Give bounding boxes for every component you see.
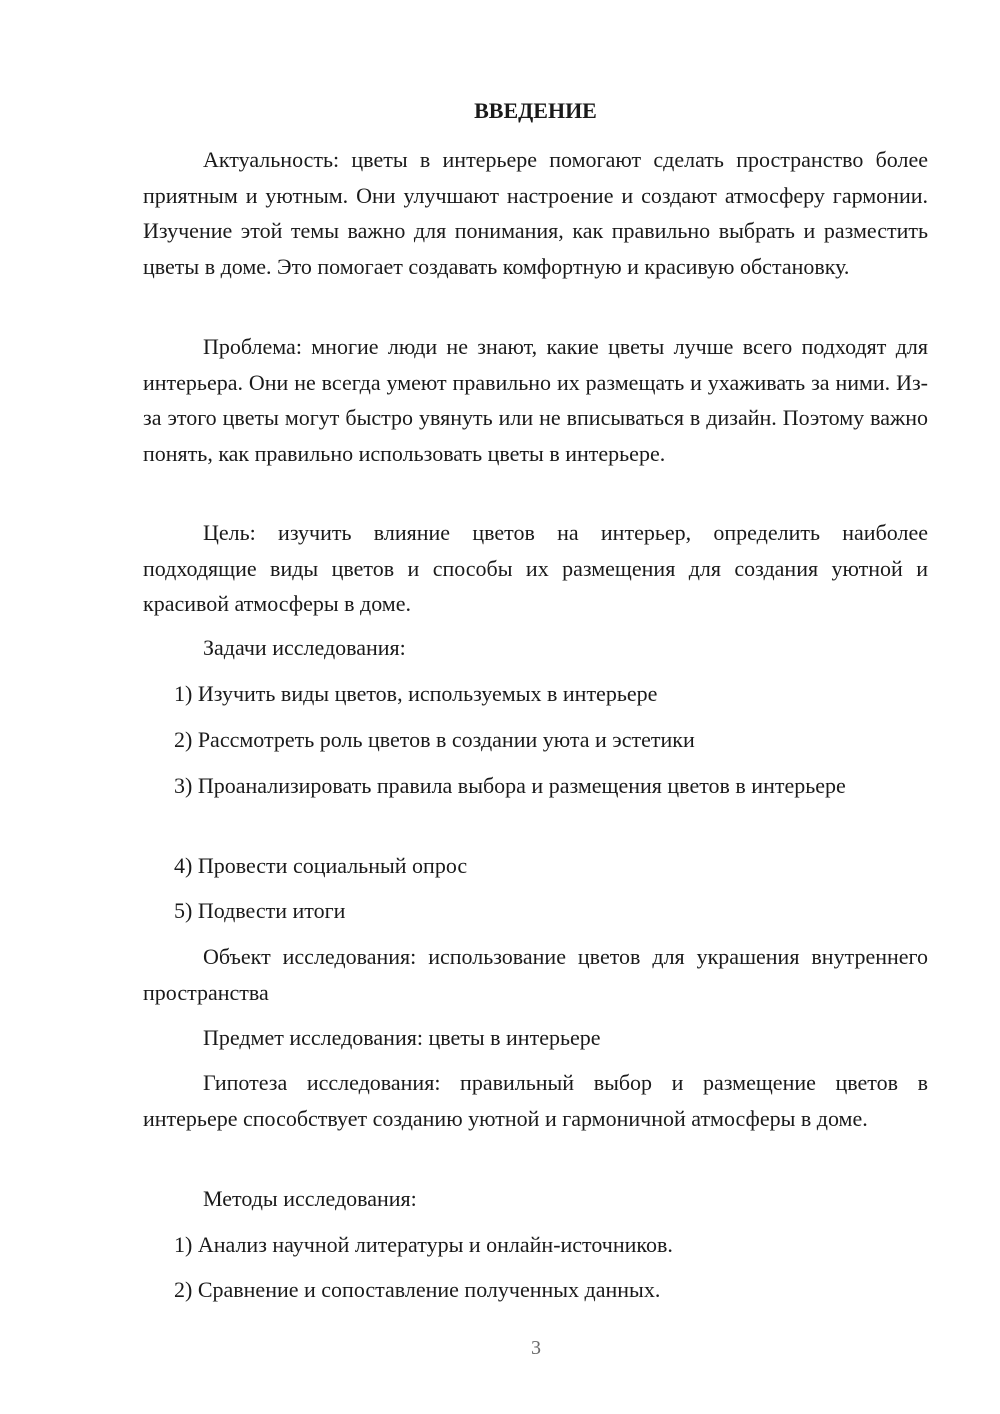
task-item: 1) Изучить виды цветов, используемых в интерьере [174, 681, 658, 706]
task-item: 3) Проанализировать правила выбора и размещения цветов в интерьере [174, 773, 846, 798]
task-item: 4) Провести социальный опрос [174, 853, 468, 878]
methods-heading: Методы исследования: [203, 1186, 417, 1211]
paragraph-hypothesis: Гипотеза исследования: правильный выбор и размещение цветов в интерьере способствует созданию уютной и гармоничной атмосферы в доме. [143, 1070, 928, 1131]
paragraph-object: Объект исследования: использование цветов для украшения внутреннего пространства [143, 944, 928, 1005]
task-item: 5) Подвести итоги [174, 898, 346, 923]
tasks-heading: Задачи исследования: [203, 635, 406, 660]
task-item: 2) Рассмотреть роль цветов в создании уюта и эстетики [174, 727, 695, 752]
page-number: 3 [531, 1337, 541, 1359]
paragraph-subject: Предмет исследования: цветы в интерьере [203, 1025, 601, 1050]
page-title: ВВЕДЕНИЕ [474, 98, 597, 123]
paragraph-goal: Цель: изучить влияние цветов на интерьер, определить наиболее подходящие виды цветов и способы их размещения для создания уютной и красивой атмосферы в доме. [143, 520, 928, 616]
method-item: 1) Анализ научной литературы и онлайн-источников. [174, 1232, 673, 1257]
method-item: 2) Сравнение и сопоставление полученных данных. [174, 1277, 661, 1302]
paragraph-relevance: Актуальность: цветы в интерьере помогают сделать пространство более приятным и уютным. Они улучшают настроение и создают атмосферу гармонии. Изучение этой темы важно для понимания, как правильно выбрать и разместить цветы в доме. Это помогает создавать комфортную и красивую обстановку. [143, 147, 928, 279]
paragraph-problem: Проблема: многие люди не знают, какие цветы лучше всего подходят для интерьера. Они не всегда умеют правильно их размещать и ухаживать за ними. Из-за этого цветы могут быстро увянуть или не вписываться в дизайн. Поэтому важно понять, как правильно использовать цветы в интерьере. [143, 334, 928, 466]
